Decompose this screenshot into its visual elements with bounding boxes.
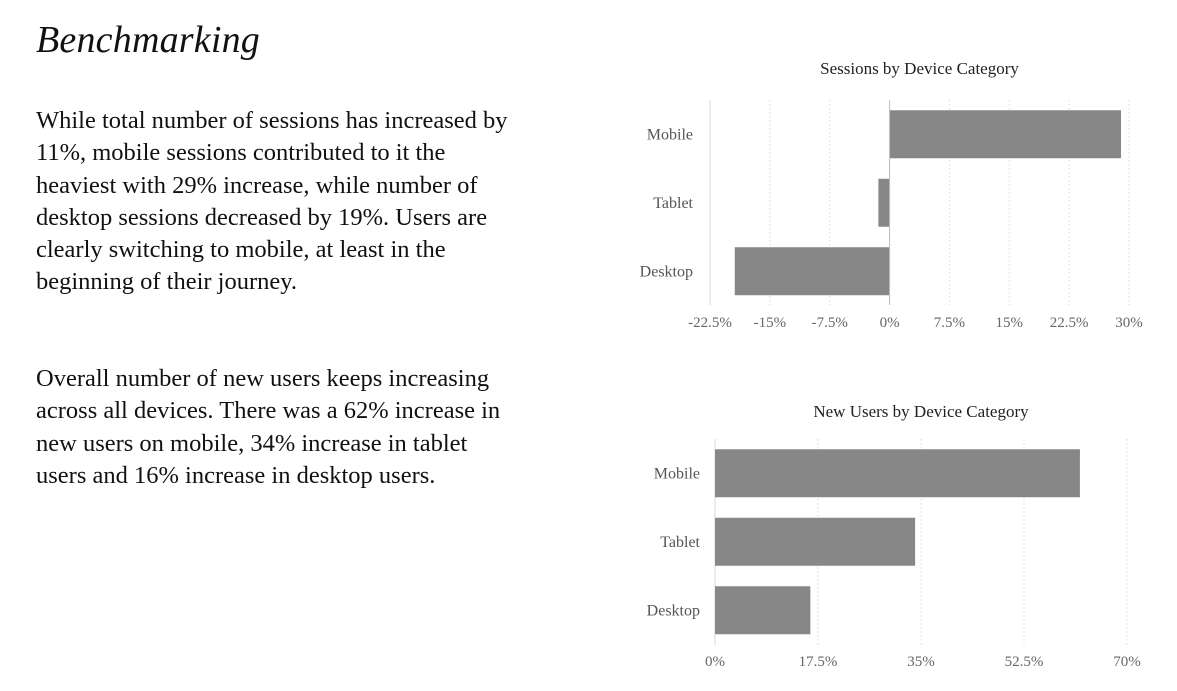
sessions-tick-label: 0%	[879, 315, 900, 331]
new-users-tick-label: 0%	[705, 654, 725, 670]
new-users-chart-title: New Users by Device Category	[813, 402, 1029, 421]
sessions-tick-label: -7.5%	[811, 315, 848, 331]
sessions-category-label: Desktop	[639, 263, 693, 281]
sessions-category-label: Tablet	[653, 194, 693, 212]
new-users-category-label: Tablet	[660, 533, 700, 551]
new-users-paragraph: Overall number of new users keeps increasing across all devices. There was a 62% increase in new users on mobile, 34% increase in tablet users and 16% increase in desktop users.	[36, 365, 501, 489]
new-users-bar-mobile	[715, 449, 1080, 497]
sessions-by-device-chart	[600, 45, 1177, 345]
sessions-category-label: Mobile	[646, 126, 693, 144]
sessions-bar-tablet	[878, 179, 889, 227]
page-title: Benchmarking	[36, 19, 260, 61]
new-users-tick-label: 17.5%	[798, 654, 838, 670]
new-users-tick-label: 35%	[907, 654, 935, 670]
new-users-tick-label: 52.5%	[1004, 654, 1044, 670]
new-users-category-label: Mobile	[653, 465, 700, 483]
sessions-bar-mobile	[890, 110, 1121, 158]
new-users-bar-desktop	[715, 586, 810, 634]
sessions-paragraph: While total number of sessions has increased by 11%, mobile sessions contributed to it the heaviest with 29% increase, while number of desktop sessions decreased by 19%. Users are clearly switching to mobile, at least in the beginning of their journey.	[36, 107, 508, 296]
new-users-bar-tablet	[715, 518, 915, 566]
sessions-tick-label: 7.5%	[933, 315, 966, 331]
sessions-chart-title: Sessions by Device Category	[820, 59, 1019, 78]
sessions-tick-label: 15%	[995, 315, 1024, 331]
sessions-bar-desktop	[735, 247, 890, 295]
new-users-by-device-chart	[600, 388, 1177, 688]
sessions-tick-label: -22.5%	[688, 315, 732, 331]
sessions-tick-label: 30%	[1115, 315, 1143, 331]
new-users-tick-label: 70%	[1113, 654, 1141, 670]
sessions-tick-label: -15%	[753, 315, 787, 331]
new-users-category-label: Desktop	[646, 602, 700, 620]
sessions-tick-label: 22.5%	[1049, 315, 1089, 331]
